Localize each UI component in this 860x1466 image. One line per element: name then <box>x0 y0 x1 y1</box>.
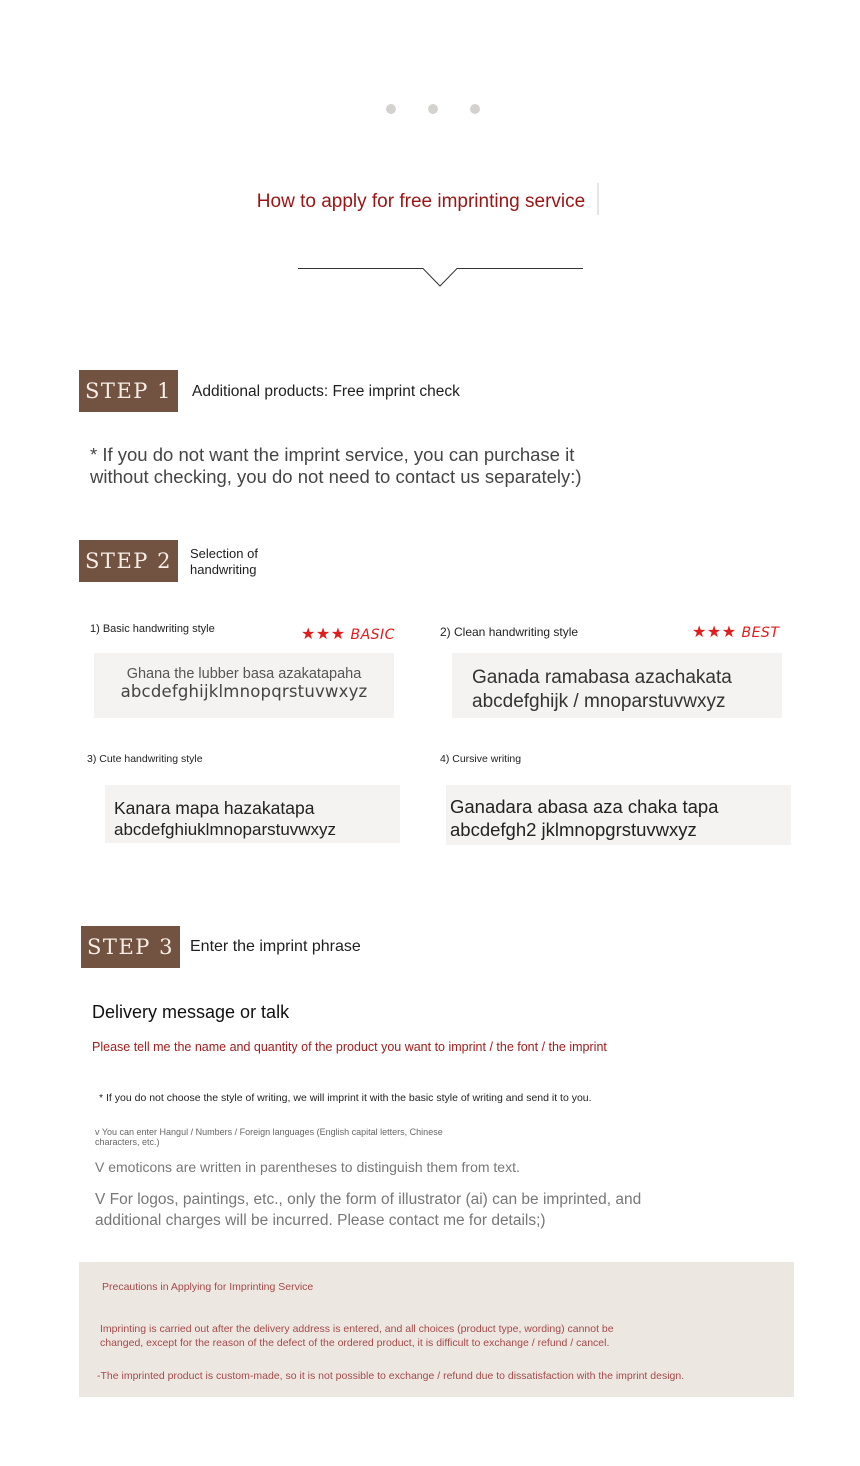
language-note-line1: v You can enter Hangul / Numbers / Foreign languages (English capital letters, Chinese <box>95 1127 443 1137</box>
style-cute-sample <box>105 785 400 843</box>
step1-note-line1: * If you do not want the imprint service, you can purchase it <box>90 444 575 465</box>
step2-title <box>190 546 258 578</box>
default-style-note: * If you do not choose the style of writing, we will imprint it with the basic style of writing and send it to you. <box>99 1092 592 1104</box>
rating-word: BEST <box>741 625 780 641</box>
style-cute-label: 3) Cute handwriting style <box>87 753 203 765</box>
decor-dot-2 <box>428 104 438 114</box>
style-clean-sample <box>452 653 782 718</box>
logos-note <box>95 1189 641 1231</box>
style-clean-rating <box>692 622 779 642</box>
step1-title: Additional products: Free imprint check <box>192 383 460 400</box>
precaution-item-1-line2: changed, except for the reason of the defect of the ordered product, it is difficult to exchange / refund / cancel. <box>100 1337 610 1349</box>
page-title: How to apply for free imprinting service <box>256 191 586 212</box>
step2-title-line2: handwriting <box>190 562 257 577</box>
step2-title-line1: Selection of <box>190 546 258 561</box>
rating-stars-icon: ★★★ <box>692 624 737 641</box>
sample-line1: Ghana the lubber basa azakatapaha <box>126 666 362 682</box>
step2-badge: STEP 2 <box>79 540 178 582</box>
sample-line2: abcdefgh2 jklmnopgrstuvwxyz <box>450 819 697 840</box>
decor-dot-3 <box>470 104 480 114</box>
emoticons-note: V emoticons are written in parentheses to distinguish them from text. <box>95 1159 520 1175</box>
step3-badge: STEP 3 <box>81 926 180 968</box>
style-basic-rating <box>301 624 395 644</box>
language-note <box>95 1127 443 1147</box>
step3-title: Enter the imprint phrase <box>190 938 361 955</box>
sample-line2: abcdefghijk / mnoparstuvwxyz <box>472 691 726 712</box>
step1-badge: STEP 1 <box>79 370 178 412</box>
divider-chevron-icon <box>298 262 584 290</box>
title-cursor-mark <box>597 183 599 215</box>
style-cursive-sample <box>446 785 791 845</box>
precaution-item-1 <box>100 1322 614 1350</box>
precaution-item-2: -The imprinted product is custom-made, so it is not possible to exchange / refund due to dissatisfaction with the imprint design. <box>97 1370 685 1382</box>
sample-line1: Kanara mapa hazakatapa <box>114 798 315 818</box>
style-clean-label: 2) Clean handwriting style <box>440 625 579 639</box>
sample-line2: abcdefghijklmnopqrstuvwxyz <box>120 682 368 701</box>
style-basic-sample <box>94 653 394 718</box>
decor-dot-1 <box>386 104 396 114</box>
step1-note-line2: without checking, you do not need to contact us separately:) <box>90 466 582 487</box>
rating-word: BASIC <box>350 627 395 643</box>
logos-note-line1: V For logos, paintings, etc., only the form of illustrator (ai) can be imprinted, and <box>95 1191 642 1208</box>
rating-stars-icon: ★★★ <box>301 626 346 643</box>
precautions-title: Precautions in Applying for Imprinting Service <box>102 1281 314 1293</box>
language-note-line2: characters, etc.) <box>95 1137 160 1147</box>
style-cursive-label: 4) Cursive writing <box>440 753 522 765</box>
step1-note <box>90 444 582 488</box>
sample-line2: abcdefghiuklmnoparstuvwxyz <box>114 820 337 839</box>
sample-line1: Ganada ramabasa azachakata <box>472 667 732 688</box>
imprint-instruction: Please tell me the name and quantity of the product you want to imprint / the font / the imprint <box>92 1040 607 1054</box>
precaution-item-1-line1: Imprinting is carried out after the delivery address is entered, and all choices (product type, wording) cannot be <box>100 1323 614 1335</box>
sample-line1: Ganadara abasa aza chaka tapa <box>450 796 719 817</box>
logos-note-line2: additional charges will be incurred. Please contact me for details;) <box>95 1212 546 1229</box>
delivery-message-heading: Delivery message or talk <box>92 1002 290 1022</box>
style-basic-label: 1) Basic handwriting style <box>90 623 215 635</box>
